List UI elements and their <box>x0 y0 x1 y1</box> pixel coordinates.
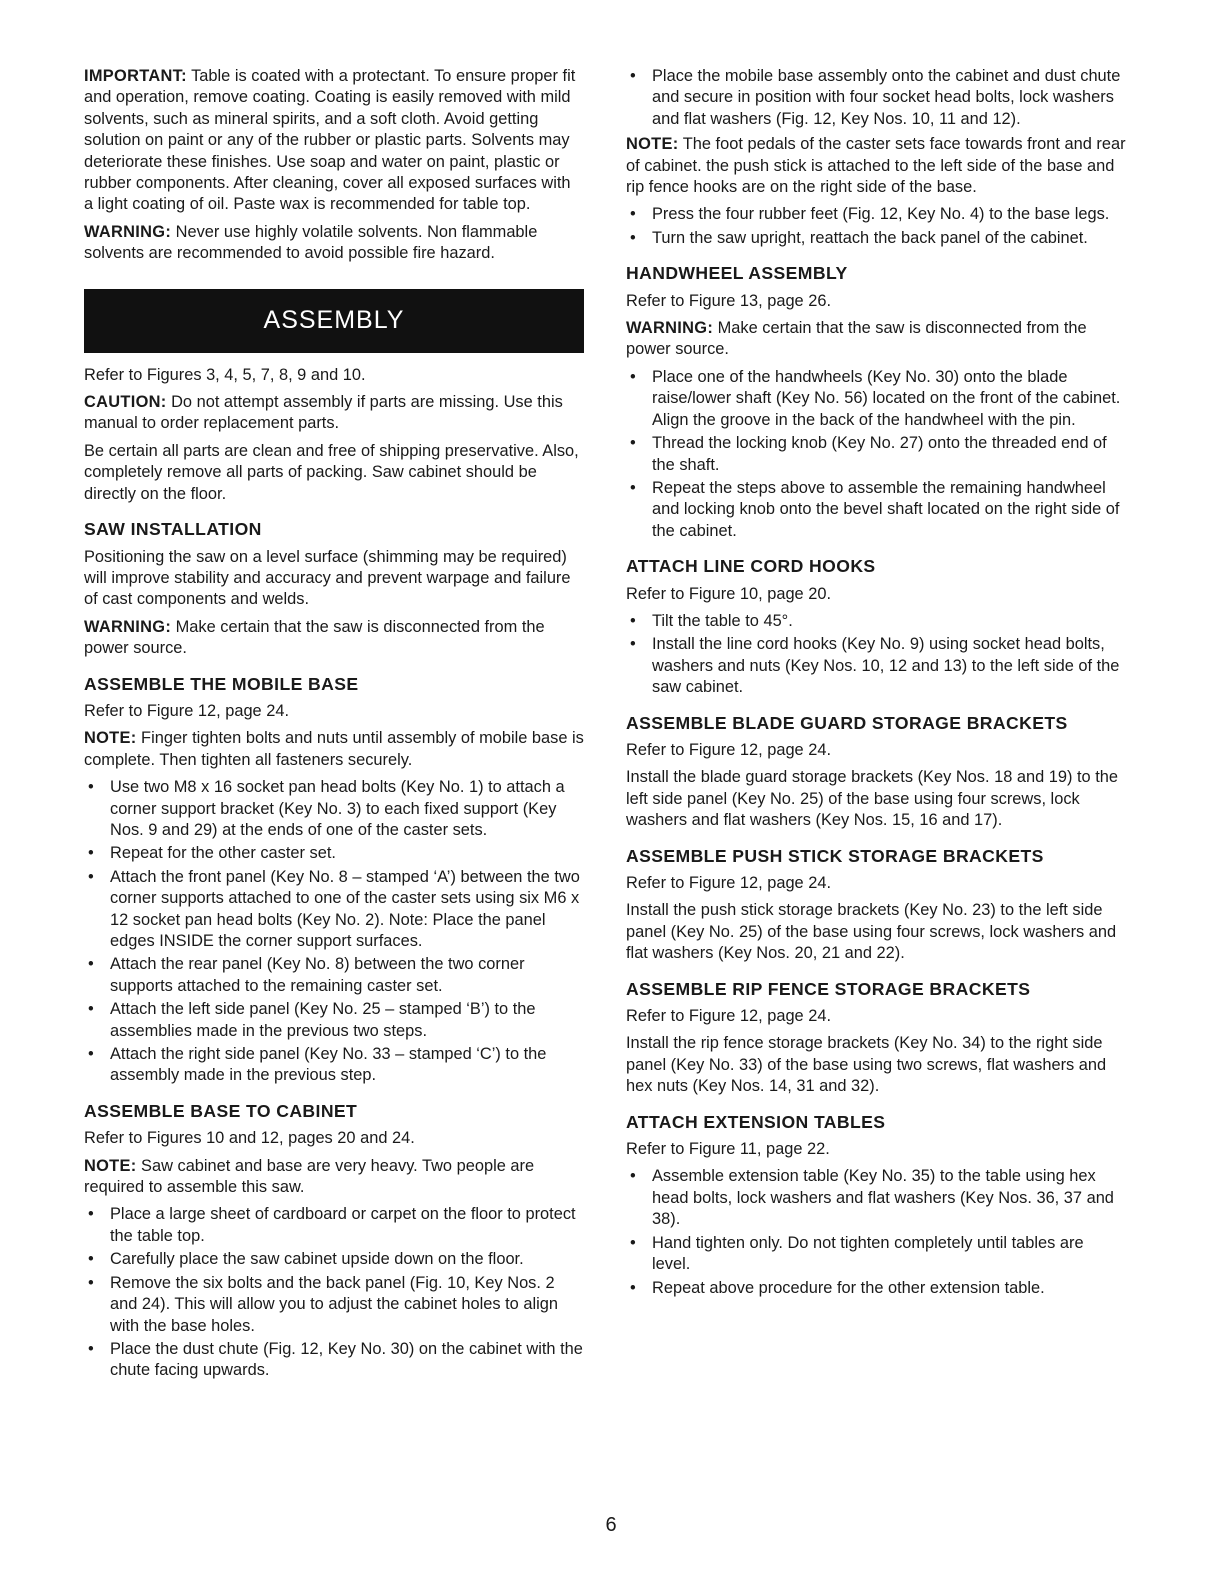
bullet-glyph: • <box>88 1339 94 1358</box>
list-item <box>84 1273 584 1337</box>
assembly-banner <box>84 289 584 353</box>
base-to-cabinet-steps-continued <box>626 66 1126 130</box>
list-item-text: Turn the saw upright, reattach the back panel of the cabinet. <box>652 228 1088 247</box>
list-item <box>626 204 1126 225</box>
bullet-glyph: • <box>630 228 636 247</box>
list-item-text: Assemble extension table (Key No. 35) to the table using hex head bolts, lock washers and flat washers (Key Nos. 36, 37 and 38). <box>652 1167 1114 1229</box>
saw-warning-paragraph <box>84 617 584 660</box>
list-item <box>626 1166 1126 1230</box>
list-item-text: Press the four rubber feet (Fig. 12, Key No. 4) to the base legs. <box>652 205 1110 224</box>
saw-warning-text: Make certain that the saw is disconnected from the power source. <box>84 617 545 658</box>
list-item <box>84 954 584 997</box>
list-item-text: Attach the right side panel (Key No. 33 – stamped ‘C’) to the assembly made in the previous step. <box>110 1045 547 1085</box>
list-item <box>626 611 1126 632</box>
caster-note-label: NOTE: <box>626 135 679 154</box>
list-item-text: Place a large sheet of cardboard or carpet on the floor to protect the table top. <box>110 1205 576 1245</box>
rip-fence-heading: ASSEMBLE RIP FENCE STORAGE BRACKETS <box>626 978 1031 999</box>
list-item-text: Carefully place the saw cabinet upside down on the floor. <box>110 1250 524 1269</box>
extension-tables-heading: ATTACH EXTENSION TABLES <box>626 1111 886 1132</box>
list-item <box>626 1278 1126 1299</box>
mobile-base-note <box>84 728 584 771</box>
important-text: Table is coated with a protectant. To ensure proper fit and operation, remove coating. Coating is easily removed with mild solvents, such as mineral spirits, and a soft cloth. Avoid getting solution on paint or any of the rubber or plastic parts. Solvents may deteriorate these finishes. Use soap and water on paint, plastic or rubber components. After cleaning, cover all exposed surfaces with a light coating of oil. Paste wax is recommended for table top. <box>84 67 576 214</box>
bullet-glyph: • <box>630 1233 636 1252</box>
warning-paragraph <box>84 222 584 265</box>
right-column <box>626 66 1126 1303</box>
list-item <box>626 1233 1126 1276</box>
warning-text: Never use highly volatile solvents. Non flammable solvents are recommended to avoid possible fire hazard. <box>84 222 538 263</box>
important-paragraph <box>84 66 584 216</box>
bullet-glyph: • <box>88 1045 94 1064</box>
bullet-glyph: • <box>630 205 636 224</box>
list-item-text: Repeat the steps above to assemble the remaining handwheel and locking knob onto the bevel shaft located on the right side of the cabinet. <box>652 478 1120 540</box>
list-item <box>84 1249 584 1270</box>
list-item-text: Repeat for the other caster set. <box>110 844 336 863</box>
list-item <box>84 999 584 1042</box>
handwheel-warning <box>626 318 1126 361</box>
blade-guard-text: Install the blade guard storage brackets (Key Nos. 18 and 19) to the left side panel (Key No. 25) of the base using four screws, lock washers and flat washers (Key Nos. 15, 16 and 17). <box>626 768 1119 830</box>
push-stick-refer: Refer to Figure 12, page 24. <box>626 874 832 892</box>
caster-note-paragraph <box>626 134 1126 198</box>
list-item <box>84 1339 584 1382</box>
bullet-glyph: • <box>630 611 636 630</box>
bullet-glyph: • <box>88 1250 94 1269</box>
extension-tables-refer: Refer to Figure 11, page 22. <box>626 1140 830 1159</box>
list-item-text: Place one of the handwheels (Key No. 30) onto the blade raise/lower shaft (Key No. 56) located on the front of the cabinet. Align the groove in the back of the handwheel with the pin. <box>652 367 1121 429</box>
assembly-banner-title: ASSEMBLY <box>263 305 405 334</box>
bullet-glyph: • <box>88 1000 94 1019</box>
list-item <box>84 777 584 841</box>
page-number: 6 <box>605 1514 617 1536</box>
mobile-base-steps-list <box>84 777 584 1087</box>
bullet-glyph: • <box>630 1167 636 1186</box>
important-label: IMPORTANT: <box>84 67 187 85</box>
list-item-text: Hand tighten only. Do not tighten completely until tables are level. <box>652 1233 1084 1274</box>
list-item <box>84 1204 584 1247</box>
base-to-cabinet-note <box>84 1156 584 1199</box>
clean-parts-paragraph: Be certain all parts are clean and free of shipping preservative. Also, completely remove all parts of packing. Saw cabinet should be directly on the floor. <box>84 441 579 503</box>
mobile-base-heading: ASSEMBLE THE MOBILE BASE <box>84 673 359 694</box>
bullet-glyph: • <box>630 367 636 386</box>
list-item <box>626 478 1126 542</box>
saw-installation-text: Positioning the saw on a level surface (shimming may be required) will improve stability and accuracy and prevent warpage and failure of cast components and welds. <box>84 547 571 609</box>
list-item <box>84 843 584 864</box>
list-item <box>84 867 584 953</box>
caution-paragraph <box>84 392 584 435</box>
list-item-text: Thread the locking knob (Key No. 27) onto the threaded end of the shaft. <box>652 434 1107 474</box>
saw-installation-heading: SAW INSTALLATION <box>84 519 262 540</box>
base-note-text: Saw cabinet and base are very heavy. Two people are required to assemble this saw. <box>84 1156 535 1197</box>
bullet-glyph: • <box>630 1278 636 1297</box>
blade-guard-refer: Refer to Figure 12, page 24. <box>626 740 832 759</box>
list-item-text: Tilt the table to 45°. <box>652 611 793 630</box>
list-item <box>626 634 1126 698</box>
caution-text: Do not attempt assembly if parts are missing. Use this manual to order replacement parts. <box>84 393 563 433</box>
list-item <box>626 228 1126 249</box>
base-to-cabinet-heading: ASSEMBLE BASE TO CABINET <box>84 1100 358 1121</box>
mobile-base-refer: Refer to Figure 12, page 24. <box>84 701 290 720</box>
rip-fence-text: Install the rip fence storage brackets (Key No. 34) to the right side panel (Key No. 33) of the base using two screws, flat washers and hex nuts (Key Nos. 14, 31 and 32). <box>626 1034 1107 1096</box>
bullet-glyph: • <box>630 67 636 85</box>
caution-label: CAUTION: <box>84 393 167 412</box>
list-item-text: Use two M8 x 16 socket pan head bolts (Key No. 1) to attach a corner support bracket (Key No. 3) to each fixed support (Key Nos. 9 and 29) at the ends of one of the caster sets. <box>110 778 565 839</box>
list-item-text: Attach the front panel (Key No. 8 – stamped ‘A’) between the two corner supports attached to one of the caster sets using six M6 x 12 socket pan head bolts (Key No. 2). Note: Place the panel edges INSIDE the corner support surfaces. <box>110 867 580 950</box>
refer-figures-text: Refer to Figures 3, 4, 5, 7, 8, 9 and 10. <box>84 365 366 384</box>
line-cord-refer: Refer to Figure 10, page 20. <box>626 584 832 603</box>
handwheel-heading: HANDWHEEL ASSEMBLY <box>626 263 848 284</box>
left-column <box>84 66 584 1386</box>
list-item-text: Place the dust chute (Fig. 12, Key No. 30) on the cabinet with the chute facing upwards. <box>110 1339 583 1380</box>
bullet-glyph: • <box>88 778 94 797</box>
handwheel-warning-text: Make certain that the saw is disconnected from the power source. <box>626 319 1087 359</box>
base-to-cabinet-refer: Refer to Figures 10 and 12, pages 20 and 24. <box>84 1129 415 1148</box>
list-item-text: Place the mobile base assembly onto the cabinet and dust chute and secure in position with four socket head bolts, lock washers and flat washers (Fig. 12, Key Nos. 10, 11 and 12). <box>652 67 1121 128</box>
handwheel-warning-label: WARNING: <box>626 319 714 338</box>
blade-guard-heading: ASSEMBLE BLADE GUARD STORAGE BRACKETS <box>626 712 1068 733</box>
handwheel-steps-list <box>626 367 1126 542</box>
bullet-glyph: • <box>630 635 636 654</box>
list-item <box>626 433 1126 476</box>
base-to-cabinet-steps-list <box>84 1204 584 1381</box>
push-stick-heading: ASSEMBLE PUSH STICK STORAGE BRACKETS <box>626 845 1044 866</box>
rip-fence-refer: Refer to Figure 12, page 24. <box>626 1007 832 1026</box>
list-item <box>84 1044 584 1087</box>
handwheel-refer: Refer to Figure 13, page 26. <box>626 291 832 310</box>
line-cord-heading: ATTACH LINE CORD HOOKS <box>626 556 876 577</box>
extension-tables-steps-list <box>626 1166 1126 1298</box>
list-item-text: Repeat above procedure for the other extension table. <box>652 1278 1045 1297</box>
bullet-glyph: • <box>88 844 94 863</box>
caster-note-text: The foot pedals of the caster sets face towards front and rear of cabinet. the push stick is attached to the left side of the base and rip fence hooks are on the right side of the base. <box>626 135 1126 197</box>
base-note-label: NOTE: <box>84 1156 137 1175</box>
bullet-glyph: • <box>88 1273 94 1292</box>
bullet-glyph: • <box>88 955 94 974</box>
saw-warning-label: WARNING: <box>84 617 172 636</box>
list-item-text: Attach the left side panel (Key No. 25 – stamped ‘B’) to the assemblies made in the previous two steps. <box>110 1000 536 1040</box>
bullet-glyph: • <box>630 434 636 453</box>
list-item <box>626 367 1126 431</box>
list-item <box>626 66 1126 130</box>
bullet-glyph: • <box>88 867 94 886</box>
push-stick-text: Install the push stick storage brackets (Key No. 23) to the left side panel (Key No. 25) of the base using four screws, lock washers and flat washers (Key Nos. 20, 21 and 22). <box>626 901 1117 963</box>
base-to-cabinet-steps-final <box>626 204 1126 249</box>
line-cord-steps-list <box>626 611 1126 699</box>
bullet-glyph: • <box>88 1205 94 1224</box>
mobile-note-label: NOTE: <box>84 729 137 748</box>
mobile-note-text: Finger tighten bolts and nuts until assembly of mobile base is complete. Then tighten all fasteners securely. <box>84 729 584 769</box>
list-item-text: Remove the six bolts and the back panel (Fig. 10, Key Nos. 2 and 24). This will allow you to adjust the cabinet holes to align with the base holes. <box>110 1273 558 1335</box>
warning-label: WARNING: <box>84 222 172 241</box>
bullet-glyph: • <box>630 478 636 497</box>
list-item-text: Install the line cord hooks (Key No. 9) using socket head bolts, washers and nuts (Key Nos. 10, 12 and 13) to the left side of the saw cabinet. <box>652 635 1120 697</box>
list-item-text: Attach the rear panel (Key No. 8) between the two corner supports attached to the remaining caster set. <box>110 955 525 995</box>
